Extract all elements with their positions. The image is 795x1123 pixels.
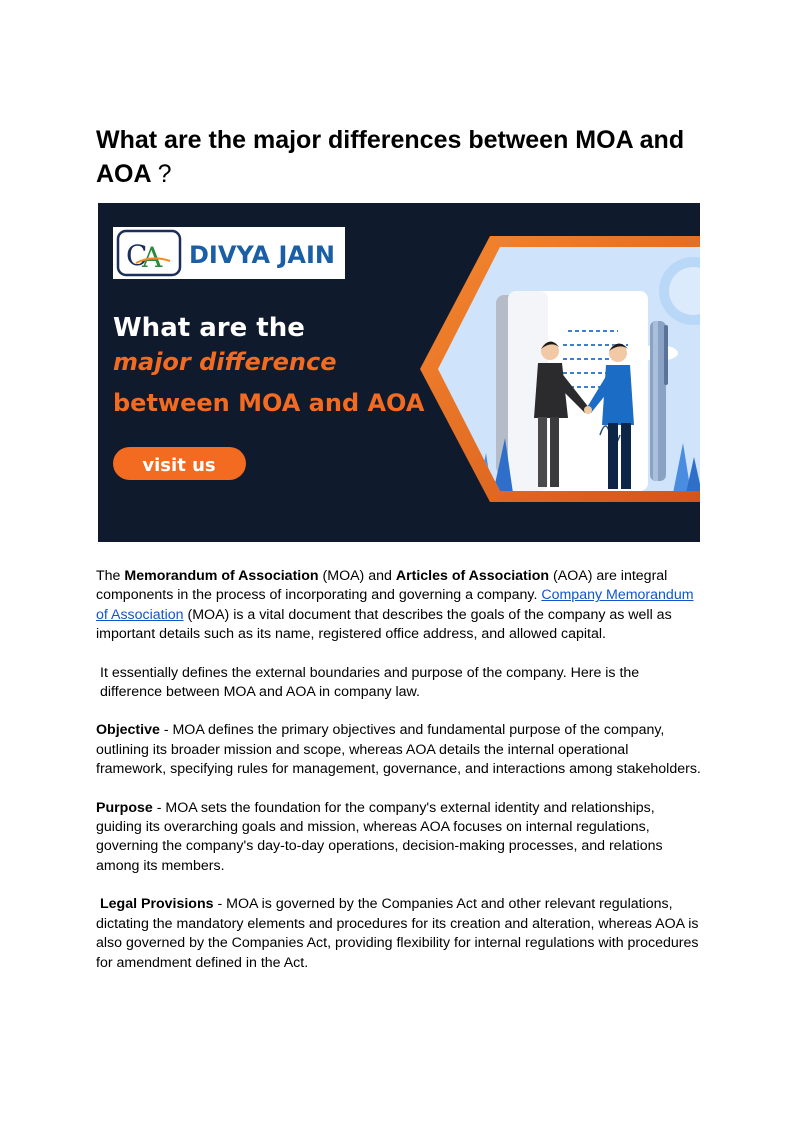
- section-term: Legal Provisions: [100, 896, 214, 913]
- promo-banner[interactable]: [98, 203, 700, 542]
- intro-text-3: (AOA) are integral components in the process of incorporating and governing a company.: [96, 568, 668, 604]
- term-moa: Memorandum of Association: [124, 568, 319, 584]
- section-objective: [96, 721, 701, 779]
- page-title: [96, 123, 716, 191]
- article-body: [96, 567, 701, 992]
- section-text: - MOA defines the primary objectives and fundamental purpose of the company, outlining its broader mission and scope, whereas AOA details the internal operational framework, specifying rules for management, governance, and interactions among stakeholders.: [96, 722, 701, 778]
- section-text: - MOA is governed by the Companies Act and other relevant regulations, dictating the mandatory elements and procedures for its creation and alteration, whereas AOA is also governed by the Companies Act, providing flexibility for internal regulations with procedures for amendment defined in the Act.: [96, 896, 699, 971]
- section-term: Objective: [96, 722, 160, 739]
- section-legal-provisions: [96, 895, 701, 973]
- svg-text:A: A: [142, 241, 163, 274]
- banner-graphic: [98, 203, 700, 542]
- visit-us-button[interactable]: [113, 447, 246, 480]
- visit-us-label: visit us: [142, 455, 216, 476]
- banner-headline-line2: major difference: [113, 348, 337, 376]
- section-text: - MOA sets the foundation for the company's external identity and relationships, guiding its overarching goals and mission, whereas AOA focuses on internal regulations, governing the company's day-to-day operations, decision-making processes, and relations among its members.: [96, 799, 663, 874]
- intro-text-4: (MOA) is a vital document that describes the goals of the company as well as important details such as its name, registered office address, and allowed capital.: [96, 606, 672, 643]
- moa-link[interactable]: Company Memorandum of Association: [96, 587, 694, 623]
- intro-text-1: The: [96, 568, 125, 584]
- intro-paragraph: [96, 567, 701, 645]
- section-purpose: [96, 799, 701, 877]
- intro-paragraph-2: It essentially defines the external boundaries and purpose of the company. Here is the difference between MOA and AOA in company law.: [100, 664, 640, 701]
- banner-headline-line1: What are the: [113, 313, 305, 343]
- intro-text-2: (MOA) and: [318, 568, 396, 584]
- term-aoa: Articles of Association: [395, 568, 550, 584]
- title-question-mark: ?: [157, 160, 172, 188]
- logo-text: DIVYA JAIN: [189, 241, 335, 269]
- banner-headline-line3: between MOA and AOA: [113, 389, 425, 417]
- svg-text:C: C: [126, 239, 148, 272]
- title-text: What are the major differences between MOA and AOA: [96, 126, 685, 188]
- section-term: Purpose: [96, 799, 153, 816]
